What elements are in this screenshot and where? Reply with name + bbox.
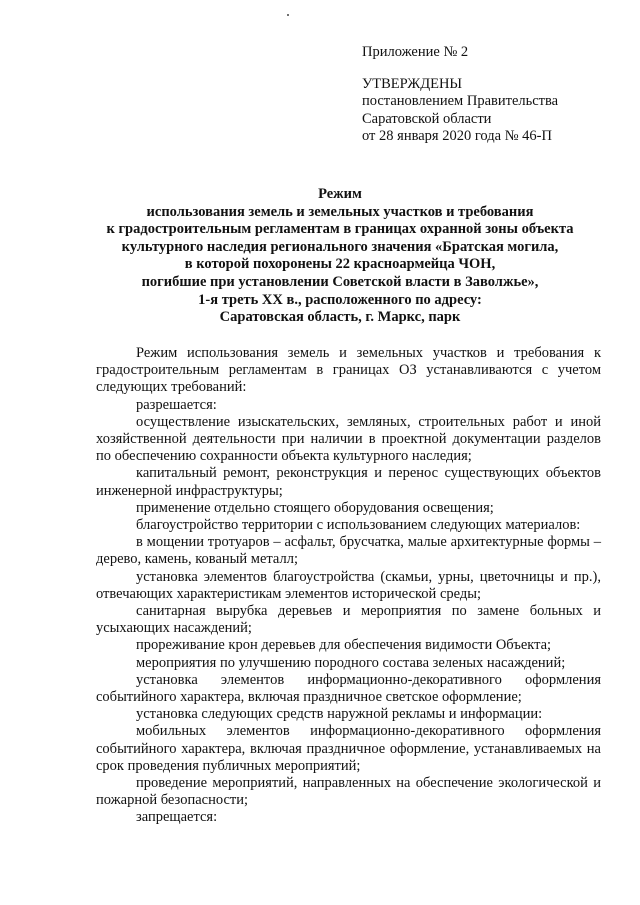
title-line: Саратовская область, г. Маркс, парк bbox=[219, 309, 461, 326]
body-paragraph: установка элементов благоустройства (скамьи, урны, цветочницы и пр.), отвечающих характеристикам элементов исторической среды; bbox=[96, 568, 601, 602]
body-paragraph: Режим использования земель и земельных участков и требования к градостроительным регламентам в границах ОЗ устанавливаются с учетом следующих требований: bbox=[96, 345, 601, 396]
title-line: к градостроительным регламентам в границах охранной зоны объекта bbox=[106, 221, 574, 238]
title-line: культурного наследия регионального значения «Братская могила, bbox=[121, 238, 559, 255]
title-line: погибшие при установлении Советской власти в Заволжье», bbox=[141, 273, 539, 290]
body-paragraph: осуществление изыскательских, земляных, строительных работ и иной хозяйственной деятельности при наличии в проектной документации разделов по обеспечению сохранности объекта культурного наследия; bbox=[96, 413, 601, 465]
approved-by-line-1: постановлением Правительства bbox=[362, 93, 559, 109]
body-paragraph: мероприятия по улучшению породного состава зеленых насаждений; bbox=[136, 654, 566, 671]
document-body bbox=[96, 345, 601, 827]
title-line: в которой похоронены 22 красноармейца ЧОН, bbox=[184, 256, 496, 273]
body-paragraph: запрещается: bbox=[136, 809, 218, 826]
body-paragraph: установка элементов информационно-декоративного оформления событийного характера, включая праздничное светское оформление; bbox=[96, 671, 601, 706]
body-paragraph: применение отдельно стоящего оборудования освещения; bbox=[136, 499, 494, 516]
body-paragraph: санитарная вырубка деревьев и мероприятия по замене больных и усыхающих насаждений; bbox=[96, 603, 601, 637]
document-title bbox=[70, 186, 610, 327]
appendix-label: Приложение № 2 bbox=[362, 44, 469, 60]
approved-by-line-2: Саратовской области bbox=[362, 110, 492, 127]
approval-date: от 28 января 2020 года № 46-П bbox=[362, 128, 552, 144]
title-line: Режим bbox=[318, 186, 362, 202]
body-paragraph: благоустройство территории с использованием следующих материалов: bbox=[136, 517, 581, 534]
body-paragraph: разрешается: bbox=[136, 396, 217, 413]
title-line: использования земель и земельных участков и требования bbox=[146, 203, 534, 220]
body-paragraph: мобильных элементов информационно-декоративного оформления событийного характера, включая праздничное оформление, устанавливаемых на срок проведения публичных мероприятий; bbox=[96, 723, 601, 774]
approval-block bbox=[362, 44, 558, 146]
body-paragraph: проведение мероприятий, направленных на обеспечение экологической и пожарной безопасности; bbox=[96, 775, 601, 809]
approved-label: УТВЕРЖДЕНЫ bbox=[362, 75, 463, 92]
body-paragraph: прореживание крон деревьев для обеспечения видимости Объекта; bbox=[136, 637, 552, 654]
title-line: 1-я треть XX в., расположенного по адресу: bbox=[198, 291, 482, 308]
body-paragraph: в мощении тротуаров – асфальт, брусчатка, малые архитектурные формы – дерево, камень, кованый металл; bbox=[96, 534, 601, 568]
body-paragraph: установка следующих средств наружной рекламы и информации: bbox=[136, 706, 543, 723]
body-paragraph: капитальный ремонт, реконструкция и перенос существующих объектов инженерной инфраструктуры; bbox=[96, 465, 601, 499]
scan-speck bbox=[287, 14, 289, 16]
